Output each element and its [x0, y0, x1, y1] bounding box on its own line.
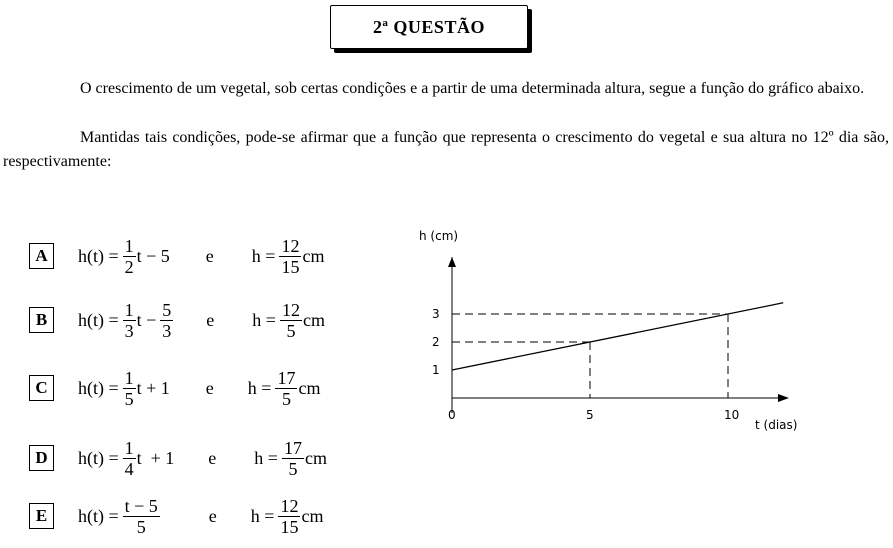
height-den: 15 — [280, 516, 299, 537]
height-num: 12 — [281, 299, 300, 320]
fraction-den: 2 — [124, 256, 134, 277]
height-den: 5 — [288, 458, 298, 479]
y-axis-arrow — [448, 257, 456, 267]
unit: cm — [302, 245, 325, 266]
fraction-num: 1 — [124, 367, 134, 388]
function-lhs: h(t) = — [78, 377, 119, 398]
x-tick-label: 0 — [448, 408, 456, 422]
question-title-text: 2ª QUESTÃO — [373, 16, 485, 37]
function-tail: t − 5 — [136, 245, 170, 266]
unit: cm — [302, 309, 325, 330]
statement-paragraph-1 — [3, 77, 889, 101]
height-lhs: h = — [247, 377, 272, 398]
function-tail: t − — [136, 309, 157, 330]
option-expression — [78, 236, 324, 277]
height-lhs: h = — [250, 505, 275, 526]
function-tail: t + 1 — [136, 447, 175, 468]
fraction — [123, 496, 160, 537]
height-den: 15 — [281, 256, 300, 277]
fraction-den: 3 — [124, 320, 134, 341]
x-tick-label: 5 — [586, 408, 594, 422]
fraction-den: 4 — [124, 458, 134, 479]
fraction-num: 5 — [162, 299, 172, 320]
height-fraction — [275, 368, 297, 409]
fraction-den: 3 — [162, 320, 172, 341]
option-expression — [78, 438, 327, 479]
option-letter: E — [29, 503, 54, 529]
option-c[interactable] — [29, 358, 320, 418]
function-lhs: h(t) = — [78, 245, 119, 266]
fraction — [123, 438, 136, 479]
option-b[interactable] — [29, 290, 325, 350]
conjunction: e — [208, 447, 217, 468]
x-axis-arrow — [778, 394, 789, 402]
height-fraction — [282, 438, 304, 479]
x-axis-label: t (dias) — [755, 418, 798, 432]
height-lhs: h = — [252, 309, 276, 330]
y-tick-label: 3 — [432, 307, 440, 321]
y-tick-label: 2 — [432, 335, 440, 349]
fraction — [123, 300, 136, 341]
statement-text-2: Mantidas tais condições, pode-se afirmar que a função que representa o crescimento do vegetal e sua altura no 12º dia são, respectivamente: — [3, 129, 889, 170]
fraction-num: 1 — [124, 235, 134, 256]
fraction — [123, 368, 136, 409]
height-num: 17 — [277, 367, 296, 388]
height-lhs: h = — [251, 245, 276, 266]
fraction — [123, 236, 136, 277]
option-letter: D — [29, 445, 54, 471]
conjunction: e — [208, 505, 217, 526]
height-fraction — [278, 496, 300, 537]
option-letter: C — [29, 375, 54, 401]
conjunction: e — [205, 377, 214, 398]
statement-paragraph-2 — [3, 126, 889, 174]
height-num: 12 — [280, 495, 299, 516]
statement-text-1: O crescimento de um vegetal, sob certas condições e a partir de uma determinada altura, segue a função do gráfico abaixo. — [80, 80, 865, 97]
fraction-num: 1 — [124, 299, 134, 320]
y-axis-label: h (cm) — [419, 229, 459, 243]
fraction-den: 5 — [136, 516, 146, 537]
fraction-num: t − 5 — [124, 495, 158, 516]
height-num: 17 — [283, 437, 302, 458]
unit: cm — [304, 447, 327, 468]
option-expression — [78, 368, 320, 409]
height-den: 5 — [281, 388, 291, 409]
option-d[interactable] — [29, 428, 327, 488]
height-den: 5 — [286, 320, 296, 341]
option-expression — [78, 496, 323, 537]
fraction-2 — [160, 300, 173, 341]
option-expression — [78, 300, 325, 341]
fraction-den: 5 — [124, 388, 134, 409]
x-tick-label: 10 — [724, 408, 740, 422]
unit: cm — [298, 377, 321, 398]
growth-chart — [405, 225, 835, 440]
height-num: 12 — [281, 235, 300, 256]
option-letter: A — [29, 243, 54, 269]
option-letter: B — [29, 307, 54, 333]
height-fraction — [280, 300, 302, 341]
function-tail: t + 1 — [136, 377, 170, 398]
height-fraction — [279, 236, 301, 277]
function-lhs: h(t) = — [78, 309, 119, 330]
question-title — [330, 5, 528, 49]
conjunction: e — [205, 245, 214, 266]
option-e[interactable] — [29, 486, 323, 546]
function-lhs: h(t) = — [78, 505, 119, 526]
height-lhs: h = — [254, 447, 278, 468]
option-a[interactable] — [29, 226, 324, 286]
series-line — [452, 303, 783, 370]
fraction-num: 1 — [124, 437, 134, 458]
unit: cm — [301, 505, 324, 526]
function-lhs: h(t) = — [78, 447, 119, 468]
y-tick-label: 1 — [432, 363, 440, 377]
conjunction: e — [206, 309, 215, 330]
